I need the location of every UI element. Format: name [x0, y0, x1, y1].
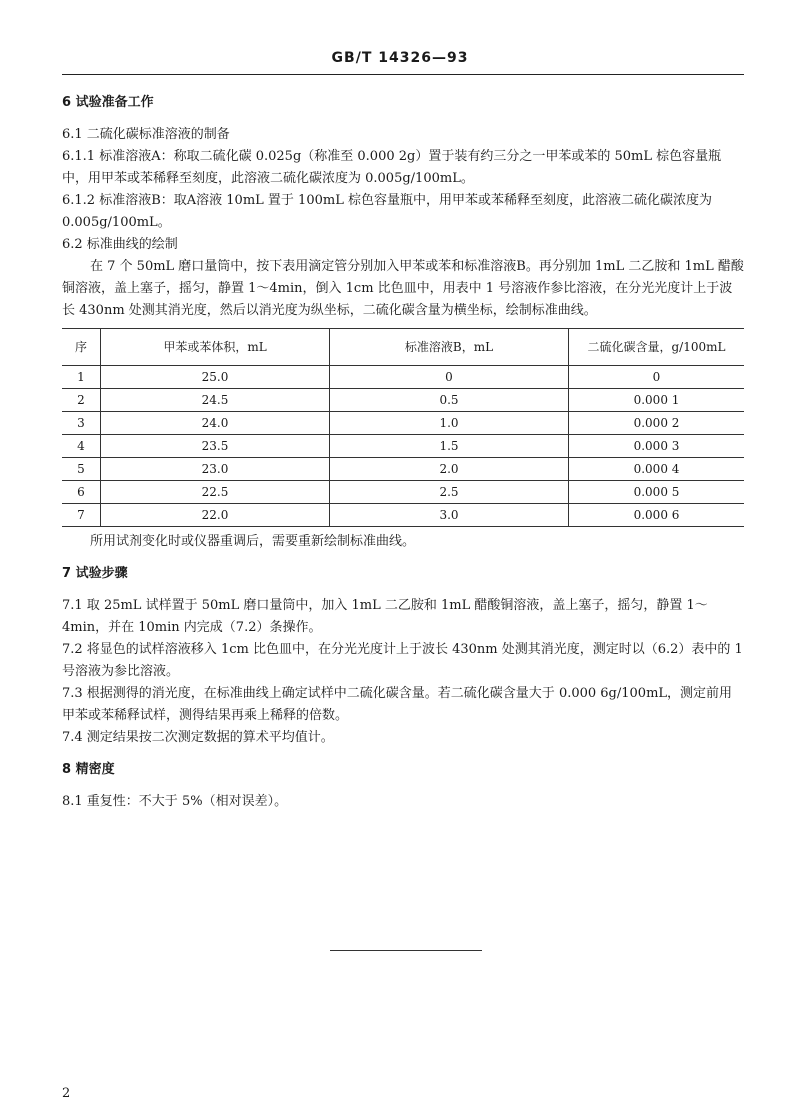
section-6-title: 6 试验准备工作	[62, 95, 154, 110]
table-row	[62, 412, 744, 435]
table-cell: 25.0	[101, 366, 330, 389]
page-number: 2	[62, 1086, 71, 1101]
section-6-2-title: 6.2 标准曲线的绘制	[62, 237, 178, 252]
section-8-1: 8.1 重复性：不大于 5%（相对误差）。	[62, 794, 288, 809]
section-6-1-1: 6.1.1 标准溶液A：称取二硫化碳 0.025g（称准至 0.000 2g）置于装有约三分之一甲苯或苯的 50mL 棕色容量瓶中，用甲苯或苯稀释至刻度，此溶液二硫化碳浓度为 0.005g/100mL。	[62, 149, 722, 186]
standard-number: GB/T 14326—93	[331, 50, 469, 66]
table-cell: 2	[62, 389, 101, 412]
table-cell: 0	[569, 366, 745, 389]
table-row	[62, 504, 744, 527]
table-row	[62, 435, 744, 458]
section-7-1: 7.1 取 25mL 试样置于 50mL 磨口量筒中，加入 1mL 二乙胺和 1mL 醋酸铜溶液，盖上塞子，摇匀，静置 1～4min，并在 10min 内完成（7.2）条操作。	[62, 598, 708, 635]
header-rule	[62, 74, 744, 75]
section-6-1-2: 6.1.2 标准溶液B：取A溶液 10mL 置于 100mL 棕色容量瓶中，用甲苯或苯稀释至刻度，此溶液二硫化碳浓度为 0.005g/100mL。	[62, 193, 712, 230]
table-cell: 0.000 6	[569, 504, 745, 527]
table-note: 所用试剂变化时或仪器重调后，需要重新绘制标准曲线。	[90, 534, 416, 549]
table-cell: 23.5	[101, 435, 330, 458]
section-7-4: 7.4 测定结果按二次测定数据的算术平均值计。	[62, 730, 334, 745]
table-row	[62, 389, 744, 412]
table-header-row	[62, 329, 744, 366]
section-7-3: 7.3 根据测得的消光度，在标准曲线上确定试样中二硫化碳含量。若二硫化碳含量大于 0.000 6g/100mL，测定前用甲苯或苯稀释试样，测得结果再乘上稀释的倍数。	[62, 686, 733, 723]
table-cell: 22.0	[101, 504, 330, 527]
document-body	[62, 92, 744, 813]
table-row	[62, 481, 744, 504]
table-cell: 0	[330, 366, 569, 389]
table-cell: 23.0	[101, 458, 330, 481]
table-header-cell: 标准溶液B，mL	[330, 329, 569, 366]
table-cell: 0.5	[330, 389, 569, 412]
table-cell: 24.5	[101, 389, 330, 412]
section-7-2: 7.2 将显色的试样溶液移入 1cm 比色皿中，在分光光度计上于波长 430nm 处测其消光度，测定时以（6.2）表中的 1 号溶液为参比溶液。	[62, 642, 743, 679]
section-6-1-title: 6.1 二硫化碳标准溶液的制备	[62, 127, 230, 142]
table-cell: 4	[62, 435, 101, 458]
table-cell: 6	[62, 481, 101, 504]
table-cell: 7	[62, 504, 101, 527]
table-cell: 1.5	[330, 435, 569, 458]
table-cell: 24.0	[101, 412, 330, 435]
section-8-title: 8 精密度	[62, 762, 115, 777]
table-cell: 0.000 3	[569, 435, 745, 458]
section-7-title: 7 试验步骤	[62, 566, 128, 581]
table-header-cell: 序	[62, 329, 101, 366]
standard-curve-table	[62, 328, 744, 527]
table-cell: 2.0	[330, 458, 569, 481]
table-cell: 3	[62, 412, 101, 435]
table-header-cell: 二硫化碳含量，g/100mL	[569, 329, 745, 366]
table-cell: 0.000 2	[569, 412, 745, 435]
table-cell: 0.000 4	[569, 458, 745, 481]
end-of-text-rule	[330, 950, 482, 951]
table-cell: 3.0	[330, 504, 569, 527]
table-row	[62, 458, 744, 481]
table-cell: 1	[62, 366, 101, 389]
table-cell: 5	[62, 458, 101, 481]
table-cell: 0.000 5	[569, 481, 745, 504]
table-header-cell: 甲苯或苯体积，mL	[101, 329, 330, 366]
table-row	[62, 366, 744, 389]
table-cell: 0.000 1	[569, 389, 745, 412]
section-6-2-text: 在 7 个 50mL 磨口量筒中，按下表用滴定管分别加入甲苯或苯和标准溶液B。再分别加 1mL 二乙胺和 1mL 醋酸铜溶液，盖上塞子，摇匀，静置 1～4min，倒入 1cm 比色皿中，用表中 1 号溶液作参比溶液，在分光光度计上于波长 430nm 处测其消光度，然后以消光度为纵坐标，二硫化碳含量为横坐标，绘制标准曲线。	[62, 259, 744, 318]
table-cell: 1.0	[330, 412, 569, 435]
table-cell: 2.5	[330, 481, 569, 504]
table-cell: 22.5	[101, 481, 330, 504]
